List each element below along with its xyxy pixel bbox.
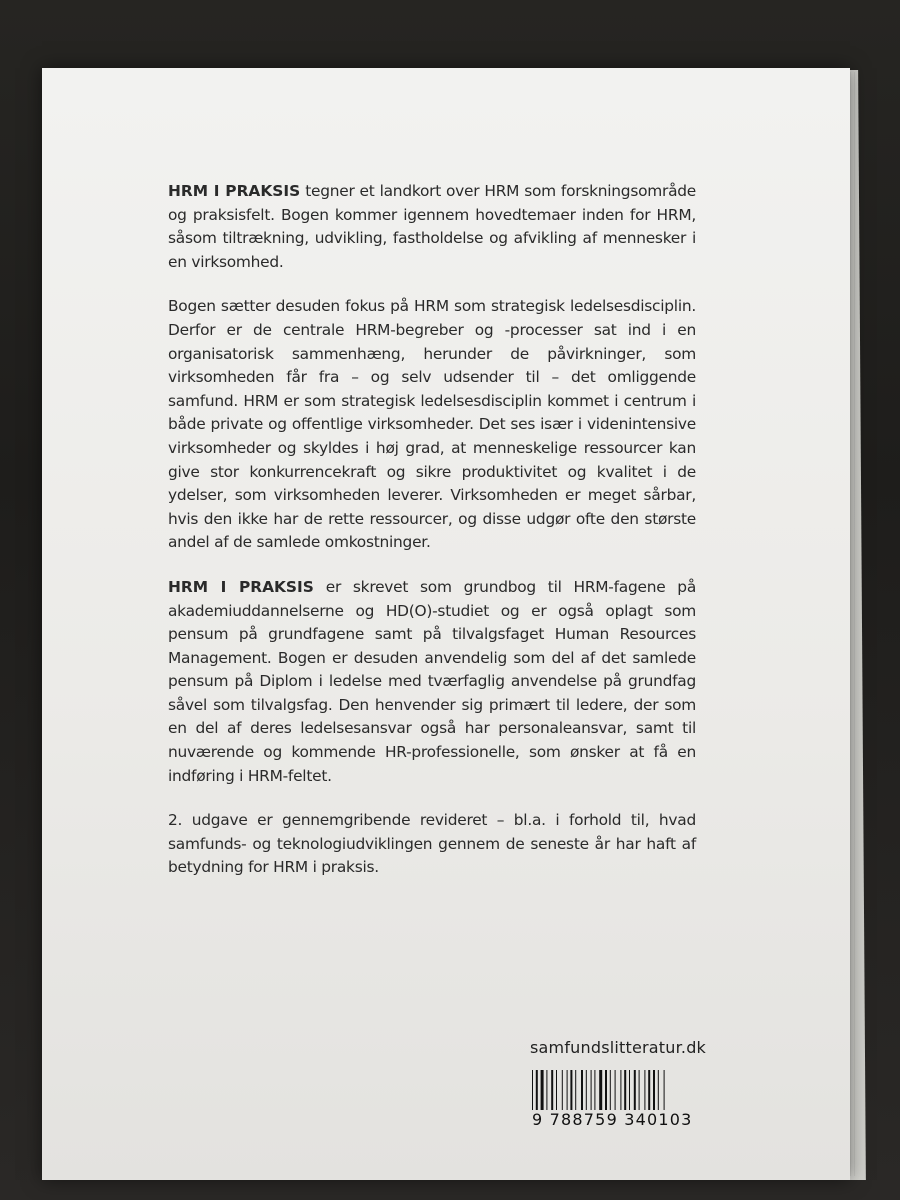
barcode-bar bbox=[562, 1070, 563, 1110]
barcode-bar bbox=[599, 1070, 602, 1110]
back-cover-blurb bbox=[168, 180, 696, 901]
blurb-text: Bogen sætter desuden fokus på HRM som strategisk ledelsesdisciplin. Derfor er de centrale HRM-begreber og -processer sat ind i en organisatorisk sammenhæng, herunder de påvirkninger, som virksomheden får fra – og selv udsender til – det omliggende samfund. HRM er som strategisk ledelsesdisciplin kommet i centrum i både private og offentlige virksomheder. Det ses især i videnintensive virksomheder og skyldes i høj grad, at menneskelige ressourcer kan give stor konkurrencekraft og sikre produktivitet og kvalitet i de ydelser, som virksomheden leverer. Virksomheden er meget sårbar, hvis den ikke har de rette ressourcer, og disse udgør ofte den største andel af de samlede omkostninger. bbox=[168, 297, 696, 552]
blurb-paragraph-4 bbox=[168, 809, 696, 880]
barcode-bar bbox=[536, 1070, 538, 1110]
barcode-bar bbox=[624, 1070, 626, 1110]
barcode-bar bbox=[615, 1070, 616, 1110]
barcode-bar bbox=[644, 1070, 645, 1110]
barcode-bar bbox=[594, 1070, 595, 1110]
barcode-bar bbox=[658, 1070, 659, 1110]
barcode-bar bbox=[591, 1070, 592, 1110]
blurb-text: tegner et landkort over HRM som forskningsområde og praksisfelt. Bogen kommer igennem hovedtemaer inden for HRM, såsom tiltrækning, udvikling, fastholdelse og afvikling af mennesker i en virksomhed. bbox=[168, 182, 697, 271]
barcode-bar bbox=[575, 1070, 576, 1110]
barcode-bar bbox=[567, 1070, 568, 1110]
barcode-bar bbox=[586, 1070, 587, 1110]
barcode-bar bbox=[610, 1070, 611, 1110]
barcode-bar bbox=[634, 1070, 636, 1110]
blurb-text: 2. udgave er gennemgribende revideret – bl.a. i forhold til, hvad samfunds- og teknologiudviklingen gennem de seneste år har haft af betydning for HRM i praksis. bbox=[168, 811, 696, 877]
barcode-bar bbox=[532, 1070, 533, 1110]
barcode-bar bbox=[648, 1070, 650, 1110]
barcode-bar bbox=[653, 1070, 655, 1110]
blurb-title-lead: HRM I PRAKSIS bbox=[168, 182, 301, 200]
barcode-bar bbox=[581, 1070, 583, 1110]
blurb-paragraph-2 bbox=[168, 295, 696, 555]
blurb-title-lead: HRM I PRAKSIS bbox=[168, 577, 314, 596]
isbn-digits: 9 788759 340103 bbox=[532, 1110, 693, 1129]
barcode-bar bbox=[556, 1070, 557, 1110]
barcode-bar bbox=[541, 1070, 544, 1110]
barcode-bars bbox=[530, 1070, 702, 1110]
barcode-bar bbox=[546, 1070, 547, 1110]
barcode-bar bbox=[664, 1070, 665, 1110]
barcode-bar bbox=[551, 1070, 553, 1110]
blurb-paragraph-3 bbox=[168, 576, 696, 788]
barcode-bar bbox=[605, 1070, 607, 1110]
barcode-bar bbox=[570, 1070, 572, 1110]
blurb-text: er skrevet som grundbog til HRM-fagene på akademiuddannelserne og HD(O)-studiet og er også oplagt som pensum på grundfagene samt på tilvalgsfaget Human Resources Management. Bogen er desuden anvendelig som del af det samlede pensum på Diplom i ledelse med tværfaglig anvendelse på grundfag såvel som tilvalgsfag. Den henvender sig primært til ledere, der som en del af deres ledelsesansvar også har personaleansvar, samt til nuværende og kommende HR-professionelle, som ønsker at få en indføring i HRM-feltet. bbox=[168, 577, 697, 785]
barcode-bar bbox=[620, 1070, 621, 1110]
publisher-website: samfundslitteratur.dk bbox=[530, 1038, 707, 1057]
barcode-bar bbox=[639, 1070, 640, 1110]
barcode-bar bbox=[629, 1070, 630, 1110]
blurb-paragraph-1 bbox=[168, 180, 696, 274]
